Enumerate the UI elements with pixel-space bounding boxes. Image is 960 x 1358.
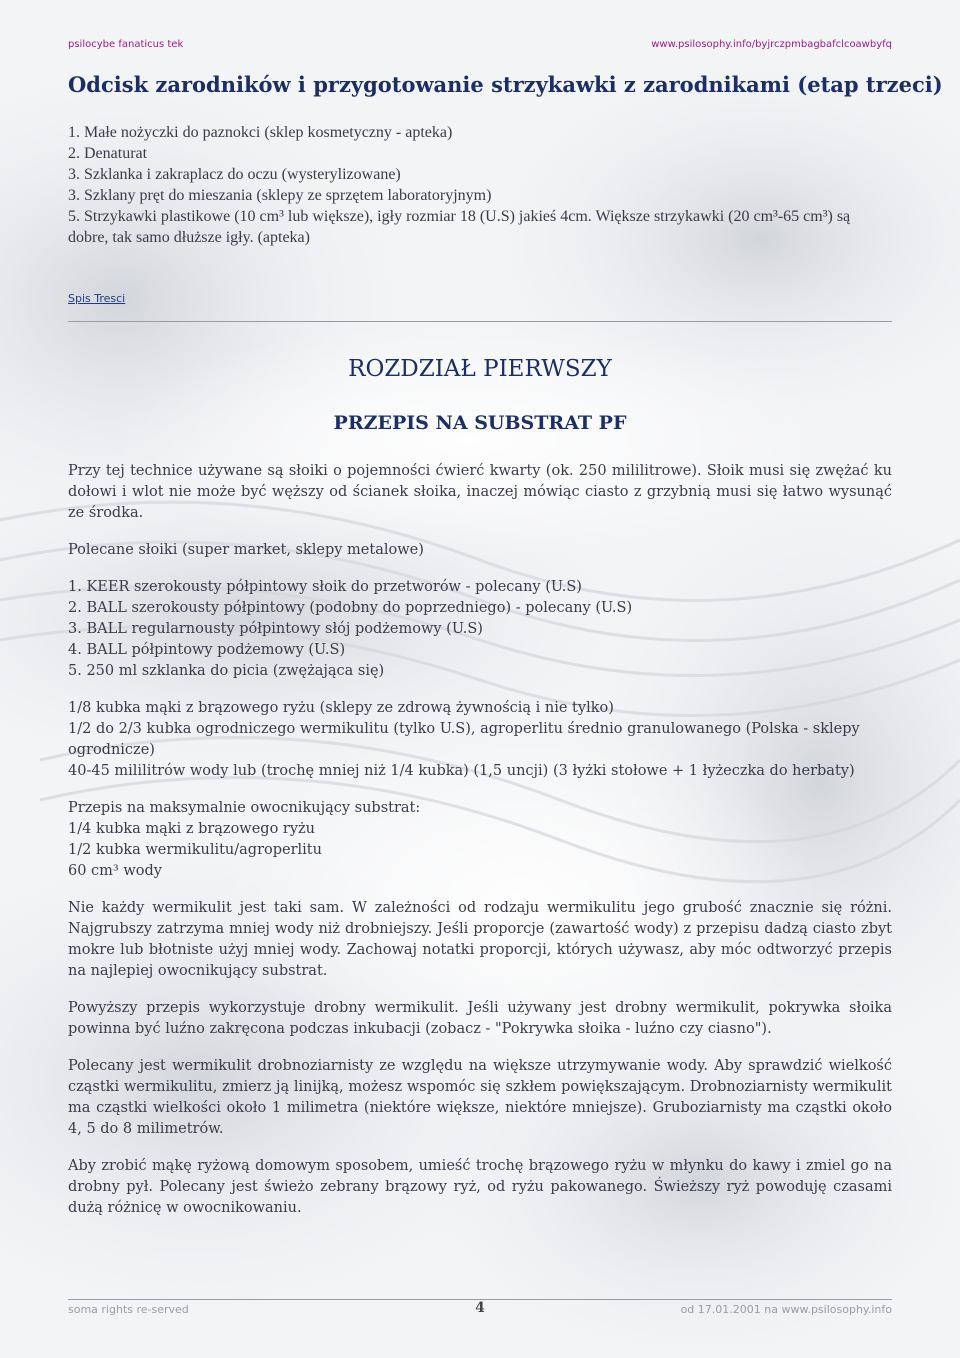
table-of-contents-link[interactable]: Spis Tresci bbox=[68, 292, 126, 305]
header-left-text: psilocybe fanaticus tek bbox=[68, 39, 184, 50]
body-paragraph: Powyższy przepis wykorzystuje drobny wermikulit. Jeśli używany jest drobny wermikulit, pokrywka słoika powinna być luźno zakręcona podczas inkubacji (zobacz - "Pokrywka słoika - luźno czy ciasno"). bbox=[68, 1000, 892, 1037]
chapter-body bbox=[68, 461, 892, 1219]
jar-item: 4. BALL półpintowy podżemowy (U.S) bbox=[68, 642, 346, 658]
recipe-line: 1/2 do 2/3 kubka ogrodniczego wermikulitu (tylko U.S), agroperlitu średnio granulowanego (Polska - sklepy ogrodnicze) bbox=[68, 721, 860, 758]
section-divider bbox=[68, 321, 892, 322]
jar-item: 3. BALL regularnousty półpintowy słój podżemowy (U.S) bbox=[68, 621, 483, 637]
max-recipe-line: 1/2 kubka wermikulitu/agroperlitu bbox=[68, 842, 322, 858]
max-recipe-line: 1/4 kubka mąki z brązowego ryżu bbox=[68, 821, 316, 837]
footer-left-text: soma rights re-served bbox=[68, 1303, 189, 1316]
intro-paragraph: Przy tej technice używane są słoiki o pojemności ćwierć kwarty (ok. 250 mililitrowe). Słoik musi się zwężać ku dołowi i wlot nie może być węższy od ścianek słoika, inaczej mówiąc ciasto z grzybnią musi się łatwo wysunąć ze środka. bbox=[68, 463, 892, 521]
body-paragraph: Nie każdy wermikulit jest taki sam. W zależności od rodzaju wermikulitu jego grubość znacznie się różni. Najgrubszy zatrzyma mniej wody niż drobniejszy. Jeśli proporcje (zawartość wody) z przepisu dadzą ciasto zbyt mokre lub błotniste użyj mniej wody. Zachowaj notatki proporcji, których używasz, aby móc odtworzyć przepis na najlepiej owocnikujący substrat. bbox=[68, 900, 892, 979]
section-title: Odcisk zarodników i przygotowanie strzykawki z zarodnikami (etap trzeci) bbox=[68, 72, 943, 97]
tools-item: 3. Szklany pręt do mieszania (sklepy ze sprzętem laboratoryjnym) bbox=[68, 187, 492, 204]
jar-item: 2. BALL szerokousty półpintowy (podobny do poprzedniego) - polecany (U.S) bbox=[68, 600, 633, 616]
tools-item: 5. Strzykawki plastikowe (10 cm³ lub większe), igły rozmiar 18 (U.S) jakieś 4cm. Większe strzykawki (20 cm³-65 cm³) są dobre, tak samo dłuższe igły. (apteka) bbox=[68, 208, 851, 246]
page-number: 4 bbox=[475, 1300, 485, 1316]
jars-heading: Polecane słoiki (super market, sklepy metalowe) bbox=[68, 542, 424, 558]
tools-item: 3. Szklanka i zakraplacz do oczu (wysterylizowane) bbox=[68, 166, 401, 183]
footer-right-text: od 17.01.2001 na www.psilosophy.info bbox=[680, 1303, 892, 1316]
body-paragraph: Polecany jest wermikulit drobnoziarnisty ze względu na większe utrzymywanie wody. Aby sprawdzić wielkość cząstki wermikulitu, zmierz ją linijką, możesz wspomóc się szkłem powiększającym. Drobnoziarnisty wermikulit ma cząstki wielkości około 1 milimetra (niektóre większe, niektóre mniejsze). Gruboziarnisty ma cząstki około 4, 5 do 8 milimetrów. bbox=[68, 1058, 892, 1137]
jar-item: 5. 250 ml szklanka do picia (zwężająca się) bbox=[68, 663, 385, 679]
max-recipe-heading: Przepis na maksymalnie owocnikujący substrat: bbox=[68, 800, 421, 816]
body-paragraph: Aby zrobić mąkę ryżową domowym sposobem, umieść trochę brązowego ryżu w młynku do kawy i zmiel go na drobny pył. Polecany jest świeżo zebrany brązowy ryż, od ryżu pakowanego. Świeższy ryż powoduję czasami dużą różnicę w owocnikowaniu. bbox=[68, 1158, 892, 1216]
jar-item: 1. KEER szerokousty półpintowy słoik do przetworów - polecany (U.S) bbox=[68, 579, 582, 595]
recipe-line: 1/8 kubka mąki z brązowego ryżu (sklepy ze zdrową żywnością i nie tylko) bbox=[68, 700, 614, 716]
chapter-title: ROZDZIAŁ PIERWSZY bbox=[348, 356, 612, 382]
chapter-subtitle: PRZEPIS NA SUBSTRAT PF bbox=[333, 412, 627, 434]
tools-list bbox=[68, 122, 892, 248]
header-url-link[interactable]: www.psilosophy.info/byjrczpmbagbafclcoawbyfq bbox=[651, 39, 892, 50]
tools-item: 1. Małe nożyczki do paznokci (sklep kosmetyczny - apteka) bbox=[68, 124, 453, 141]
tools-item: 2. Denaturat bbox=[68, 145, 148, 162]
max-recipe-line: 60 cm³ wody bbox=[68, 863, 162, 879]
recipe-line: 40-45 mililitrów wody lub (trochę mniej niż 1/4 kubka) (1,5 uncji) (3 łyżki stołowe + 1 łyżeczka do herbaty) bbox=[68, 763, 855, 779]
